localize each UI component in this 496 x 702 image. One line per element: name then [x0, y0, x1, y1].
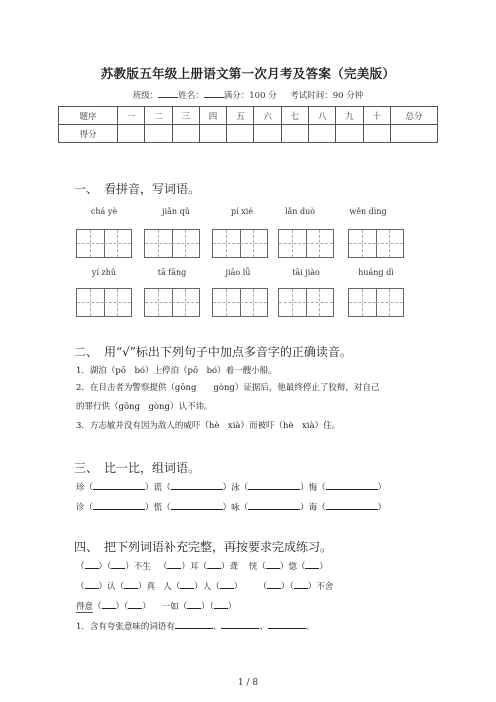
- answer-blank[interactable]: [305, 568, 319, 569]
- idiom-line: （ ）认（ ）真 人（ ）人（ ） （ ）（ ）不舍: [76, 582, 334, 592]
- answer-blank[interactable]: [220, 588, 234, 589]
- answer-blank[interactable]: [85, 588, 99, 589]
- score-table-header: [59, 107, 438, 125]
- header-cell: 六: [254, 107, 281, 125]
- idiom-text: 真: [146, 582, 156, 592]
- idiom-text: 不生: [133, 562, 151, 572]
- header-cell: 五: [227, 107, 254, 125]
- score-cell[interactable]: [145, 125, 172, 143]
- question-text: 1．含有夸张意味的词语有: [76, 622, 175, 632]
- answer-blank[interactable]: [207, 568, 221, 569]
- char: 诲: [308, 503, 318, 513]
- idiom-line: （ ）（ ）不生 （ ）耳（ ）聋 恍（ ）惚（ ）: [76, 562, 328, 572]
- question-line: 2．在目击者为警察提供（gōng gòng）证据后，他最终停止了狡辩，对自己: [76, 383, 380, 393]
- idiom-text: 恍: [248, 562, 258, 572]
- header-cell: 八: [309, 107, 336, 125]
- compare-row: 珍（ ）谎（ ）泳（ ）悔（ ）: [76, 483, 387, 493]
- question-line: 1．含有夸张意味的词语有 、 、 。: [76, 622, 315, 632]
- answer-blank[interactable]: [175, 628, 213, 629]
- answer-blank[interactable]: [102, 608, 116, 609]
- class-blank[interactable]: [158, 89, 178, 98]
- compare-row: 诊（ ）慌（ ）咏（ ）诲（ ）: [76, 503, 387, 513]
- char: 慌: [153, 503, 163, 513]
- answer-blank[interactable]: [85, 568, 99, 569]
- idiom-text: 耳: [189, 562, 199, 572]
- pinyin-label: lǎn duò: [284, 207, 316, 216]
- writing-grid[interactable]: [144, 288, 200, 317]
- header-cell: 一: [118, 107, 145, 125]
- pinyin-label: jiāo lǚ: [225, 268, 251, 277]
- writing-grid[interactable]: [278, 288, 334, 317]
- char: 珍: [76, 483, 85, 493]
- pinyin-label: yí zhǔ: [91, 268, 117, 277]
- answer-blank[interactable]: [266, 568, 280, 569]
- answer-blank[interactable]: [187, 608, 201, 609]
- exam-info: [0, 89, 496, 101]
- answer-blank[interactable]: [93, 489, 145, 490]
- score-cell[interactable]: [118, 125, 145, 143]
- header-cell: 九: [336, 107, 363, 125]
- idiom-text: 惚: [288, 562, 297, 572]
- char: 咏: [231, 503, 240, 513]
- answer-blank[interactable]: [326, 509, 378, 510]
- answer-blank[interactable]: [214, 608, 228, 609]
- idiom-text: 一如: [161, 602, 179, 612]
- writing-grid[interactable]: [348, 229, 404, 258]
- answer-blank[interactable]: [248, 489, 300, 490]
- name-label: 姓名：: [178, 91, 204, 101]
- section-2-heading: 二、 用“√”标出下列句子中加点多音字的正确读音。: [74, 345, 352, 359]
- answer-blank[interactable]: [326, 489, 378, 490]
- answer-blank[interactable]: [128, 608, 142, 609]
- answer-blank[interactable]: [294, 588, 308, 589]
- idiom-text: 得意: [76, 602, 94, 612]
- answer-blank[interactable]: [111, 568, 125, 569]
- idiom-line: 得意（ ）（ ） 一如（ ）（ ）: [76, 602, 237, 612]
- score-cell[interactable]: [336, 125, 363, 143]
- score-cell[interactable]: [227, 125, 254, 143]
- answer-blank[interactable]: [167, 568, 181, 569]
- pinyin-label: tāi jiào: [292, 268, 320, 277]
- char: 悔: [308, 483, 318, 493]
- char: 谎: [153, 483, 163, 493]
- time-label: 考试时间：90 分钟: [290, 91, 364, 101]
- pinyin-label: wěn dìng: [349, 207, 387, 216]
- name-blank[interactable]: [204, 89, 224, 98]
- score-cell[interactable]: [363, 125, 390, 143]
- pinyin-label: pí xié: [230, 207, 254, 216]
- page-number: 1 / 8: [237, 678, 259, 688]
- writing-grid[interactable]: [76, 229, 132, 258]
- question-line: 1．湖泊（pō bó）上停泊（pō bó）着一艘小船。: [76, 366, 277, 376]
- idiom-text: 不舍: [316, 582, 334, 592]
- pinyin-label: jiǎn qǔ: [162, 207, 190, 216]
- writing-grid[interactable]: [212, 288, 268, 317]
- section-1-heading: 一、 看拼音，写词语。: [74, 182, 201, 196]
- answer-blank[interactable]: [267, 588, 281, 589]
- pinyin-label: huáng dì: [358, 268, 394, 277]
- answer-blank[interactable]: [180, 588, 194, 589]
- section-4-heading: 四、 把下列词语补充完整，再按要求完成练习。: [74, 540, 333, 554]
- idiom-text: 人: [202, 582, 212, 592]
- row-label: 得分: [59, 125, 118, 143]
- answer-blank[interactable]: [171, 489, 223, 490]
- score-cell[interactable]: [199, 125, 226, 143]
- pinyin-label: tā fāng: [157, 268, 187, 277]
- header-cell: 三: [172, 107, 199, 125]
- idiom-text: 聋: [229, 562, 238, 572]
- score-table-row: [59, 125, 438, 143]
- document-title: 苏教版五年级上册语文第一次月考及答案（完美版）: [100, 66, 396, 81]
- writing-grid[interactable]: [278, 229, 334, 258]
- header-cell: 题序: [59, 107, 118, 125]
- section-3-heading: 三、 比一比，组词语。: [74, 461, 201, 475]
- header-cell: 总分: [391, 107, 438, 125]
- writing-grid[interactable]: [76, 288, 132, 317]
- answer-blank[interactable]: [248, 509, 300, 510]
- writing-grid[interactable]: [348, 288, 404, 317]
- score-label: 满分：100 分: [223, 91, 277, 101]
- header-cell: 四: [199, 107, 226, 125]
- char: 诊: [76, 503, 85, 513]
- header-cell: 十: [363, 107, 390, 125]
- answer-blank[interactable]: [93, 509, 145, 510]
- class-label: 班级：: [132, 91, 159, 101]
- writing-grid[interactable]: [212, 229, 268, 258]
- pinyin-label: chá yè: [90, 207, 118, 216]
- idiom-text: 人: [163, 582, 172, 592]
- score-table: [58, 106, 438, 143]
- header-cell: 二: [145, 107, 172, 125]
- question-line: 3．方志敏并没有因为敌人的威吓（hè xià）而被吓（hè xià）住。: [76, 421, 341, 431]
- header-cell: 七: [281, 107, 308, 125]
- char: 泳: [231, 483, 240, 493]
- score-cell[interactable]: [172, 125, 199, 143]
- answer-blank[interactable]: [124, 588, 138, 589]
- answer-blank[interactable]: [171, 509, 223, 510]
- idiom-text: 认: [107, 582, 116, 592]
- score-cell[interactable]: [309, 125, 336, 143]
- writing-grid[interactable]: [144, 229, 200, 258]
- answer-blank[interactable]: [268, 628, 306, 629]
- answer-blank[interactable]: [221, 628, 259, 629]
- question-line: 的罪行供（gōng gòng）认不讳。: [76, 402, 213, 412]
- score-cell[interactable]: [254, 125, 281, 143]
- score-cell[interactable]: [281, 125, 308, 143]
- score-cell[interactable]: [391, 125, 438, 143]
